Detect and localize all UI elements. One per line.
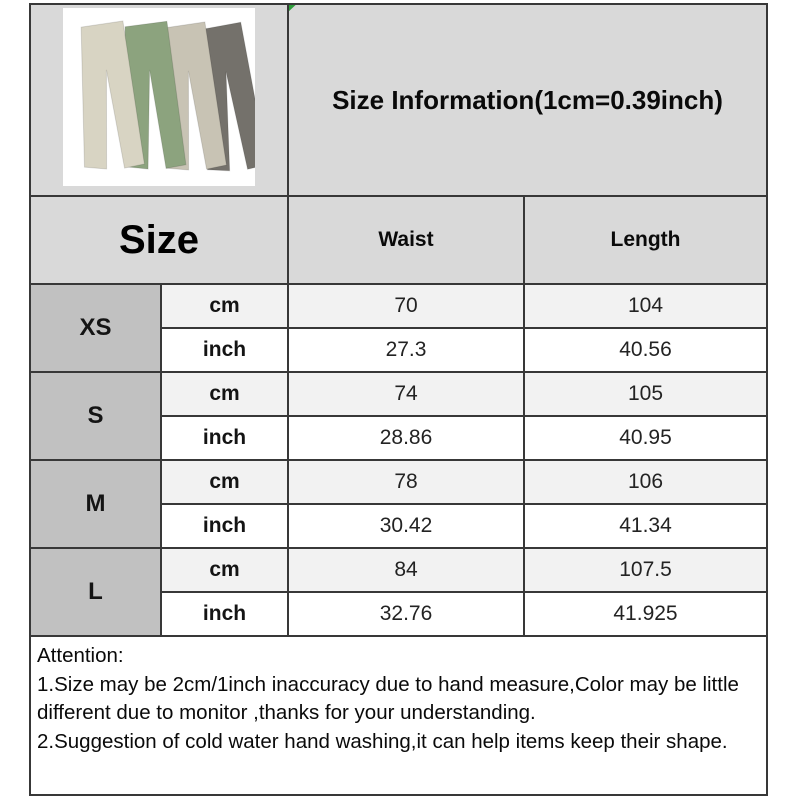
- value-cell: [289, 549, 523, 591]
- pants-image: [63, 8, 255, 186]
- unit-label-inch: inch: [202, 602, 247, 625]
- unit-label-cm: cm: [209, 294, 240, 317]
- size-label-l: L: [88, 578, 103, 605]
- value-cell: [289, 593, 523, 635]
- unit-label-inch: inch: [202, 338, 247, 361]
- size-label-xs: XS: [79, 314, 112, 341]
- size-label-s: S: [87, 402, 104, 429]
- waist-column-header: [289, 197, 523, 283]
- m-waist-inch: 30.42: [379, 514, 433, 537]
- unit-cell: [162, 329, 287, 371]
- unit-cell: [162, 505, 287, 547]
- attention-line-1: 1.Size may be 2cm/1inch inaccuracy due to hand measure,Color may be little: [37, 672, 739, 696]
- value-cell: [525, 417, 766, 459]
- l-length-cm: 107.5: [619, 558, 672, 581]
- xs-length-cm: 104: [627, 294, 664, 317]
- xs-length-inch: 40.56: [619, 338, 672, 361]
- value-cell: [289, 461, 523, 503]
- l-waist-cm: 84: [394, 558, 418, 581]
- value-cell: [525, 329, 766, 371]
- attention-line-3: 2.Suggestion of cold water hand washing,it can help items keep their shape.: [37, 729, 728, 753]
- value-cell: [525, 593, 766, 635]
- size-column-header: [31, 197, 287, 283]
- value-cell: [289, 417, 523, 459]
- attention-note: [31, 637, 766, 794]
- value-cell: [525, 285, 766, 327]
- length-column-header: [525, 197, 766, 283]
- unit-label-cm: cm: [209, 470, 240, 493]
- xs-waist-inch: 27.3: [385, 338, 427, 361]
- m-length-inch: 41.34: [619, 514, 672, 537]
- value-cell: [525, 505, 766, 547]
- value-cell: [525, 373, 766, 415]
- unit-cell: [162, 285, 287, 327]
- value-cell: [289, 285, 523, 327]
- unit-label-inch: inch: [202, 426, 247, 449]
- page-title: Size Information(1cm=0.39inch): [332, 84, 723, 115]
- green-corner-marker-icon: [289, 5, 301, 13]
- unit-cell: [162, 461, 287, 503]
- value-cell: [289, 505, 523, 547]
- size-row-s: [31, 373, 160, 459]
- xs-waist-cm: 70: [394, 294, 418, 317]
- value-cell: [525, 461, 766, 503]
- size-row-m: [31, 461, 160, 547]
- size-row-xs: [31, 285, 160, 371]
- unit-cell: [162, 593, 287, 635]
- size-chart-table: [29, 3, 768, 796]
- attention-heading: Attention:: [37, 644, 124, 667]
- value-cell: [289, 329, 523, 371]
- unit-cell: [162, 373, 287, 415]
- unit-label-cm: cm: [209, 558, 240, 581]
- size-label-m: M: [85, 490, 106, 517]
- s-length-inch: 40.95: [619, 426, 672, 449]
- size-row-l: [31, 549, 160, 635]
- l-waist-inch: 32.76: [379, 602, 433, 625]
- m-waist-cm: 78: [394, 470, 418, 493]
- waist-header-label: Waist: [378, 228, 434, 251]
- l-length-inch: 41.925: [613, 602, 678, 625]
- value-cell: [525, 549, 766, 591]
- unit-cell: [162, 549, 287, 591]
- product-photo: [63, 8, 255, 186]
- s-waist-inch: 28.86: [379, 426, 433, 449]
- size-header-label: Size: [118, 217, 200, 262]
- unit-label-inch: inch: [202, 514, 247, 537]
- unit-cell: [162, 417, 287, 459]
- attention-line-2: different due to monitor ,thanks for your understanding.: [37, 701, 536, 724]
- title-cell: [289, 5, 766, 195]
- s-waist-cm: 74: [394, 382, 418, 405]
- length-header-label: Length: [610, 228, 681, 251]
- m-length-cm: 106: [627, 470, 664, 493]
- unit-label-cm: cm: [209, 382, 240, 405]
- product-photo-cell: [31, 5, 287, 195]
- s-length-cm: 105: [627, 382, 664, 405]
- value-cell: [289, 373, 523, 415]
